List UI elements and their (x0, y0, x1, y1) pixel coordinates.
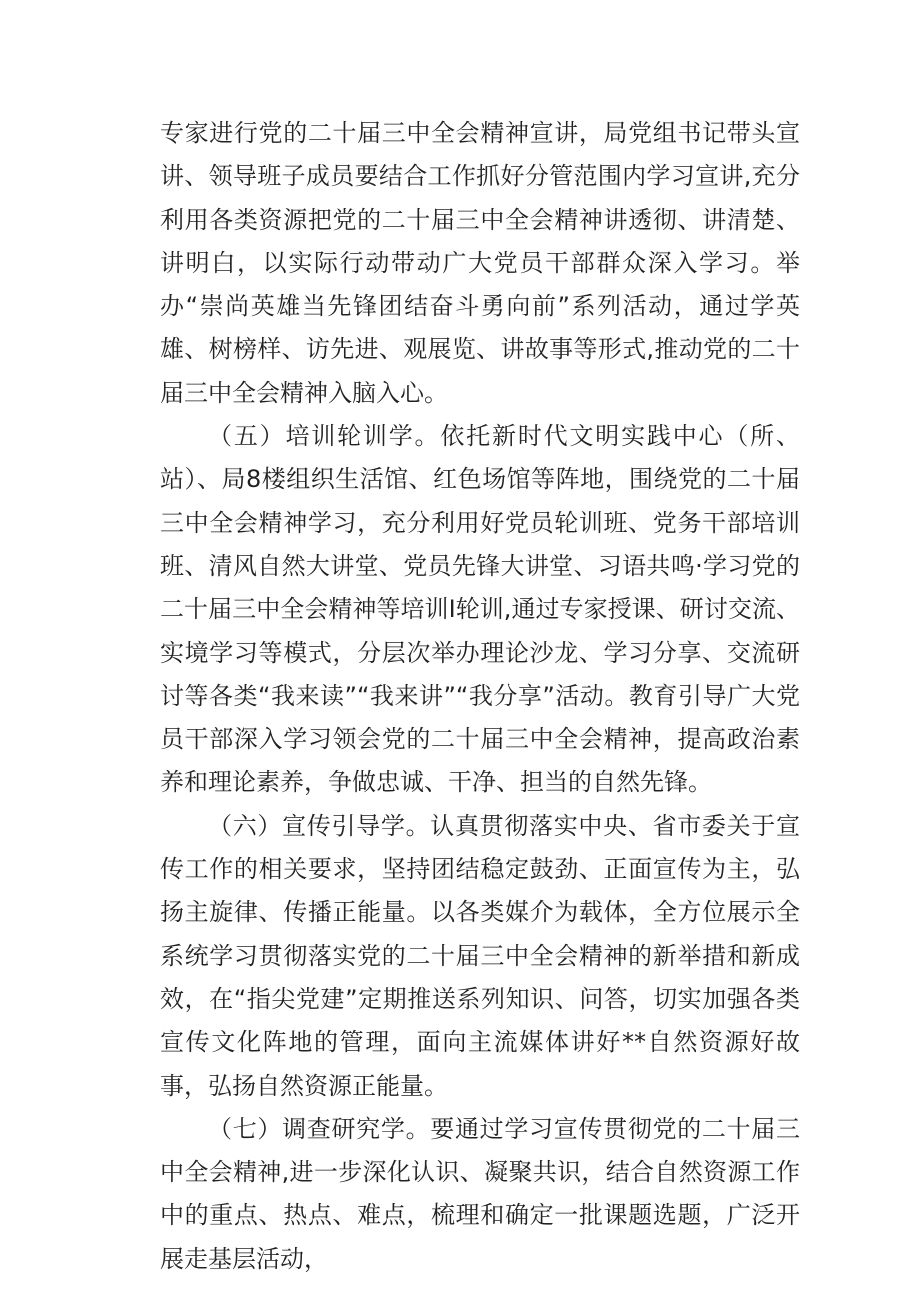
paragraph-continuation: 专家进行党的二十届三中全会精神宣讲，局党组书记带头宣讲、领导班子成员要结合工作抓好分管范围内学习宣讲,充分利用各类资源把党的二十届三中全会精神讲透彻、讲清楚、讲明白，以实际行动带动广大党员干部群众深入学习。举办“崇尚英雄当先锋团结奋斗勇向前”系列活动，通过学英雄、树榜样、访先进、观展览、讲故事等形式,推动党的二十届三中全会精神入脑入心。 (160, 119, 800, 407)
paragraph-research: （七）调查研究学。要通过学习宣传贯彻党的二十届三中全会精神,进一步深化认识、凝聚共识，结合自然资源工作中的重点、热点、难点，梳理和确定一批课题选题，广泛开展走基层活动， (160, 1114, 800, 1273)
paragraph-training: （五）培训轮训学。依托新时代文明实践中心（所、站）、局8楼组织生活馆、红色场馆等阵地，围绕党的二十届三中全会精神学习，充分利用好党员轮训班、党务干部培训班、清风自然大讲堂、党员先锋大讲堂、习语共鸣·学习党的二十届三中全会精神等培训I轮训,通过专家授课、研讨交流、实境学习等模式，分层次举办理论沙龙、学习分享、交流研讨等各类“我来读”“我来讲”“我分享”活动。教育引导广大党员干部深入学习领会党的二十届三中全会精神，提高政治素养和理论素养，争做忠诚、干净、担当的自然先锋。 (160, 422, 800, 797)
paragraph-publicity: （六）宣传引导学。认真贯彻落实中央、省市委关于宣传工作的相关要求，坚持团结稳定鼓劲、正面宣传为主，弘扬主旋律、传播正能量。以各类媒介为载体，全方位展示全系统学习贯彻落实党的二十届三中全会精神的新举措和新成效，在“指尖党建”定期推送系列知识、问答，切实加强各类宣传文化阵地的管理，面向主流媒体讲好**自然资源好故事，弘扬自然资源正能量。 (160, 811, 800, 1100)
document-body (160, 112, 800, 1281)
